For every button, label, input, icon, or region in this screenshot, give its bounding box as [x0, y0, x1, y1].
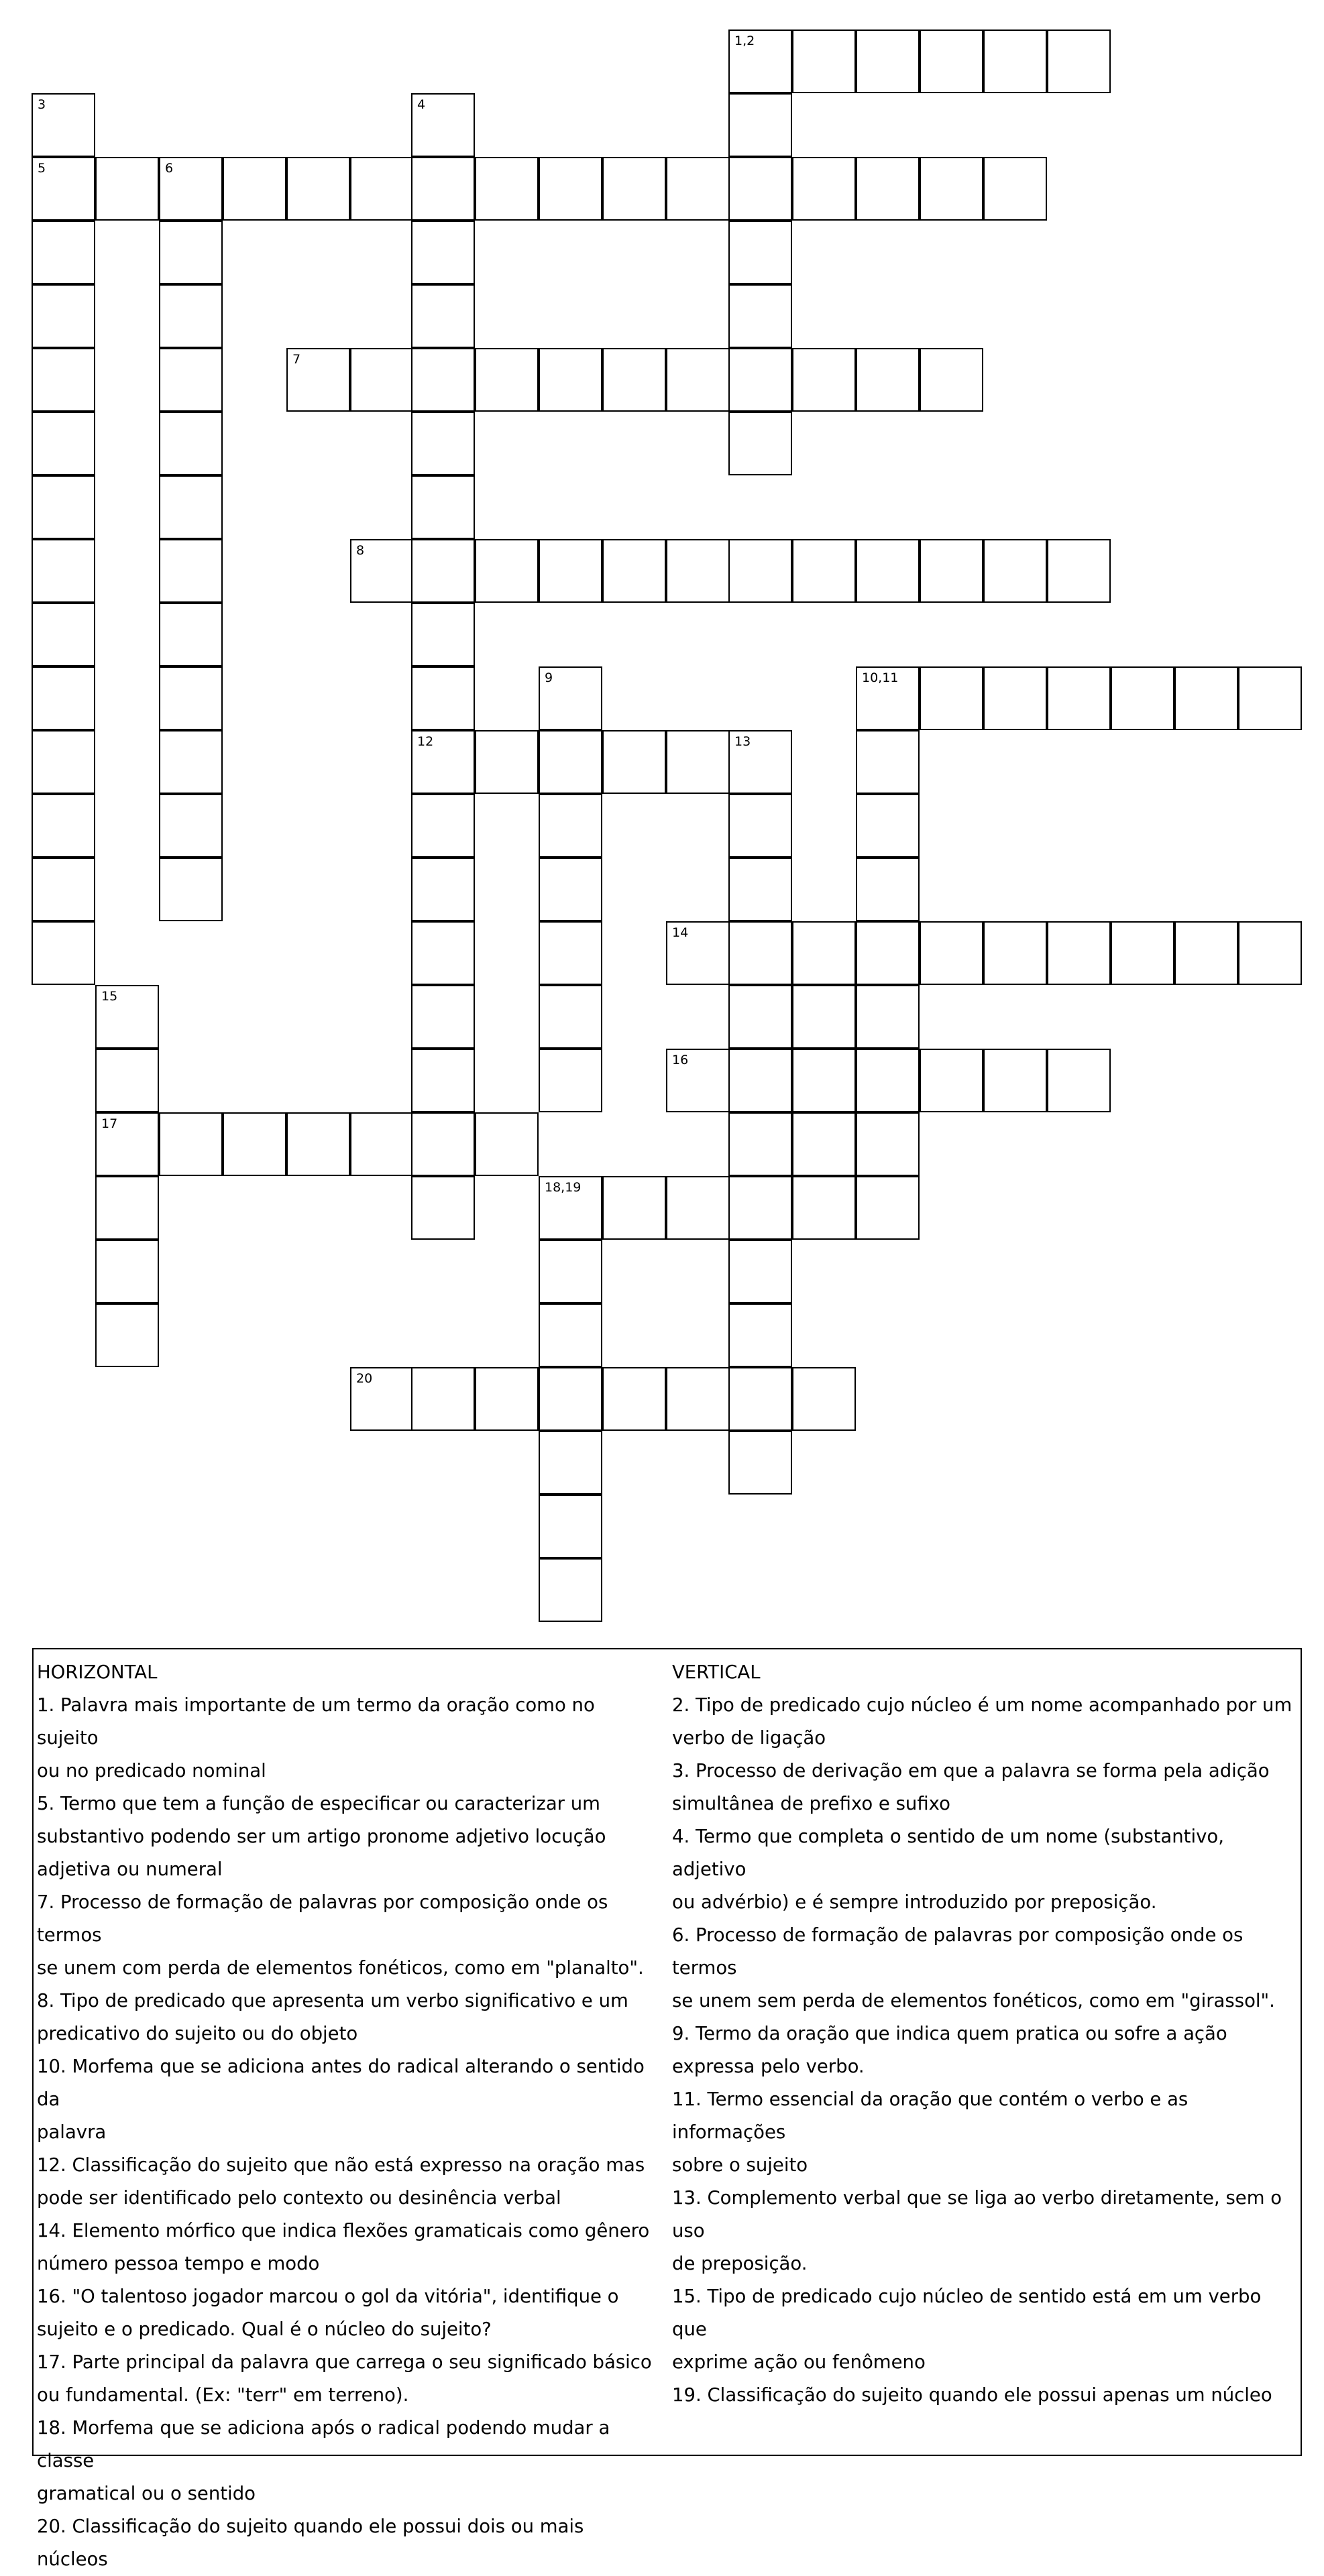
horizontal-title: HORIZONTAL: [37, 1661, 158, 1683]
clue-line: sujeito e o predicado. Qual é o núcleo do sujeito?: [37, 2319, 492, 2340]
clue-line: 8. Tipo de predicado que apresenta um verbo significativo e um: [37, 1990, 628, 2011]
crossword-cell[interactable]: [223, 1112, 286, 1176]
crossword-cell[interactable]: [1047, 539, 1111, 603]
crossword-cell[interactable]: [728, 412, 792, 475]
crossword-cell[interactable]: [1047, 666, 1111, 730]
crossword-cell[interactable]: [602, 348, 666, 412]
crossword-cell[interactable]: [1174, 666, 1238, 730]
crossword-cell[interactable]: [856, 30, 920, 93]
crossword-cell[interactable]: [602, 157, 666, 221]
crossword-cell[interactable]: [411, 603, 475, 666]
crossword-cell[interactable]: [159, 348, 223, 412]
crossword-cell[interactable]: [728, 30, 792, 93]
crossword-cell[interactable]: [475, 157, 539, 221]
clue-number: 18,19: [545, 1180, 582, 1195]
crossword-cell[interactable]: [666, 539, 730, 603]
clue-number: 4: [417, 97, 426, 112]
clue-line: simultânea de prefixo e sufixo: [672, 1793, 950, 1814]
clue-line: substantivo podendo ser um artigo pronome adjetivo locução: [37, 1826, 606, 1847]
crossword-cell[interactable]: [728, 730, 792, 794]
crossword-cell[interactable]: [1047, 1049, 1111, 1112]
crossword-cell[interactable]: [666, 730, 730, 794]
clue-line: verbo de ligação: [672, 1727, 826, 1749]
vertical-title: VERTICAL: [672, 1661, 761, 1683]
clue-number: 15: [101, 989, 118, 1004]
crossword-cell[interactable]: [159, 794, 223, 858]
crossword-cell[interactable]: [159, 284, 223, 348]
crossword-cell[interactable]: [411, 858, 475, 921]
crossword-cell[interactable]: [1238, 921, 1302, 985]
crossword-cell[interactable]: [856, 985, 920, 1049]
crossword-cell[interactable]: [411, 539, 475, 603]
clue-line: 19. Classificação do sujeito quando ele possui apenas um núcleo: [672, 2384, 1272, 2406]
clue-line: 3. Processo de derivação em que a palavra se forma pela adição: [672, 1760, 1270, 1781]
clue-line: número pessoa tempo e modo: [37, 2253, 320, 2274]
crossword-cell[interactable]: [792, 1367, 856, 1431]
crossword-cell[interactable]: [666, 157, 730, 221]
clue-line: 14. Elemento mórfico que indica flexões gramaticais como gênero: [37, 2220, 650, 2241]
crossword-cell[interactable]: [32, 603, 95, 666]
crossword-cell[interactable]: [32, 93, 95, 157]
crossword-cell[interactable]: [95, 1112, 159, 1176]
crossword-cell[interactable]: [920, 921, 983, 985]
crossword-cell[interactable]: [286, 348, 350, 412]
crossword-cell[interactable]: [920, 1049, 983, 1112]
clue-line: ou advérbio) e é sempre introduzido por preposição.: [672, 1891, 1157, 1913]
clue-line: adjetiva ou numeral: [37, 1859, 223, 1880]
crossword-cell[interactable]: [983, 1049, 1047, 1112]
crossword-cell[interactable]: [350, 1112, 414, 1176]
crossword-cell[interactable]: [666, 1367, 730, 1431]
crossword-cell[interactable]: [728, 1176, 792, 1240]
clue-line: pode ser identificado pelo contexto ou desinência verbal: [37, 2187, 561, 2209]
crossword-cell[interactable]: [32, 539, 95, 603]
crossword-cell[interactable]: [920, 157, 983, 221]
clue-line: 2. Tipo de predicado cujo núcleo é um nome acompanhado por um: [672, 1694, 1292, 1716]
clue-number: 1,2: [734, 34, 755, 48]
crossword-cell[interactable]: [666, 1049, 730, 1112]
clue-number: 6: [165, 161, 174, 176]
crossword-cell[interactable]: [1174, 921, 1238, 985]
crossword-cell[interactable]: [856, 348, 920, 412]
crossword-cell[interactable]: [920, 30, 983, 93]
crossword-cell[interactable]: [350, 539, 414, 603]
clue-line: de preposição.: [672, 2253, 808, 2274]
clue-number: 20: [356, 1371, 373, 1386]
crossword-cell[interactable]: [539, 730, 602, 794]
crossword-cell[interactable]: [666, 348, 730, 412]
crossword-cell[interactable]: [1111, 666, 1174, 730]
crossword-cell[interactable]: [539, 1558, 602, 1622]
crossword-cell[interactable]: [666, 921, 730, 985]
crossword-cell[interactable]: [602, 539, 666, 603]
crossword-cell[interactable]: [539, 348, 602, 412]
crossword-cell[interactable]: [539, 985, 602, 1049]
crossword-cell[interactable]: [856, 539, 920, 603]
clue-number: 3: [38, 97, 46, 112]
crossword-cell[interactable]: [983, 157, 1047, 221]
clue-line: 1. Palavra mais importante de um termo da oração como no sujeito: [37, 1694, 595, 1749]
crossword-cell[interactable]: [728, 1112, 792, 1176]
clue-line: sobre o sujeito: [672, 2154, 808, 2176]
crossword-cell[interactable]: [728, 157, 792, 221]
crossword-cell[interactable]: [856, 157, 920, 221]
crossword-cell[interactable]: [728, 794, 792, 858]
clue-line: predicativo do sujeito ou do objeto: [37, 2023, 358, 2044]
clue-line: 13. Complemento verbal que se liga ao verbo diretamente, sem o uso: [672, 2187, 1282, 2241]
crossword-cell[interactable]: [539, 858, 602, 921]
crossword-cell[interactable]: [728, 1303, 792, 1367]
crossword-cell[interactable]: [95, 1240, 159, 1303]
crossword-cell[interactable]: [411, 475, 475, 539]
crossword-cell[interactable]: [159, 730, 223, 794]
crossword-cell[interactable]: [539, 1176, 602, 1240]
clue-line: 5. Termo que tem a função de especificar ou caracterizar um: [37, 1793, 600, 1814]
crossword-cell[interactable]: [983, 539, 1047, 603]
crossword-cell[interactable]: [539, 539, 602, 603]
clue-line: se unem com perda de elementos fonéticos, como em "planalto".: [37, 1957, 644, 1979]
crossword-cell[interactable]: [411, 412, 475, 475]
clue-number: 5: [38, 161, 46, 176]
clue-line: se unem sem perda de elementos fonéticos, como em "girassol".: [672, 1990, 1275, 2011]
crossword-cell[interactable]: [32, 666, 95, 730]
crossword-cell[interactable]: [411, 985, 475, 1049]
crossword-cell[interactable]: [728, 284, 792, 348]
clue-line: exprime ação ou fenômeno: [672, 2351, 926, 2373]
crossword-cell[interactable]: [539, 1303, 602, 1367]
clue-line: 6. Processo de formação de palavras por composição onde os termos: [672, 1924, 1244, 1979]
crossword-cell[interactable]: [95, 1176, 159, 1240]
crossword-cell[interactable]: [411, 1049, 475, 1112]
crossword-cell[interactable]: [539, 157, 602, 221]
crossword-cell[interactable]: [728, 921, 792, 985]
crossword-cell[interactable]: [286, 1112, 350, 1176]
crossword-cell[interactable]: [602, 730, 666, 794]
crossword-cell[interactable]: [728, 93, 792, 157]
crossword-cell[interactable]: [728, 1049, 792, 1112]
crossword-cell[interactable]: [728, 1240, 792, 1303]
crossword-cell[interactable]: [159, 1112, 223, 1176]
crossword-cell[interactable]: [792, 1049, 856, 1112]
crossword-cell[interactable]: [728, 858, 792, 921]
crossword-cell[interactable]: [1047, 921, 1111, 985]
crossword-cell[interactable]: [728, 1367, 792, 1431]
crossword-cell[interactable]: [539, 1367, 602, 1431]
crossword-cell[interactable]: [475, 1367, 539, 1431]
crossword-cell[interactable]: [728, 985, 792, 1049]
crossword-cell[interactable]: [95, 985, 159, 1049]
clue-number: 7: [292, 352, 301, 367]
crossword-cell[interactable]: [411, 1367, 475, 1431]
crossword-cell[interactable]: [32, 794, 95, 858]
crossword-cell[interactable]: [95, 1303, 159, 1367]
clue-number: 14: [672, 925, 689, 940]
crossword-cell[interactable]: [159, 603, 223, 666]
crossword-cell[interactable]: [159, 221, 223, 284]
crossword-cell[interactable]: [539, 1240, 602, 1303]
crossword-cell[interactable]: [32, 921, 95, 985]
clue-line: 11. Termo essencial da oração que contém o verbo e as informações: [672, 2089, 1189, 2143]
crossword-cell[interactable]: [475, 730, 539, 794]
crossword-cell[interactable]: [411, 348, 475, 412]
crossword-cell[interactable]: [159, 412, 223, 475]
crossword-cell[interactable]: [539, 666, 602, 730]
crossword-cell[interactable]: [856, 921, 920, 985]
crossword-cell[interactable]: [728, 348, 792, 412]
crossword-cell[interactable]: [920, 348, 983, 412]
clue-line: gramatical ou o sentido: [37, 2483, 256, 2504]
crossword-cell[interactable]: [411, 1176, 475, 1240]
crossword-cell[interactable]: [1111, 921, 1174, 985]
crossword-cell[interactable]: [983, 921, 1047, 985]
crossword-cell[interactable]: [539, 794, 602, 858]
clue-number: 16: [672, 1053, 689, 1067]
crossword-cell[interactable]: [95, 1049, 159, 1112]
crossword-cell[interactable]: [32, 412, 95, 475]
crossword-cell[interactable]: [95, 157, 159, 221]
crossword-cell[interactable]: [920, 666, 983, 730]
clues-box: [32, 1648, 1302, 2570]
clue-number: 8: [356, 543, 365, 558]
crossword-cell[interactable]: [32, 157, 95, 221]
crossword-cell[interactable]: [159, 539, 223, 603]
crossword-cell[interactable]: [32, 221, 95, 284]
crossword-cell[interactable]: [223, 157, 286, 221]
crossword-cell[interactable]: [920, 539, 983, 603]
clue-line: expressa pelo verbo.: [672, 2056, 865, 2077]
crossword-cell[interactable]: [411, 921, 475, 985]
crossword-cell[interactable]: [475, 348, 539, 412]
clue-line: 15. Tipo de predicado cujo núcleo de sentido está em um verbo que: [672, 2286, 1262, 2340]
crossword-cell[interactable]: [159, 157, 223, 221]
crossword-cell[interactable]: [792, 157, 856, 221]
crossword-cell[interactable]: [856, 1112, 920, 1176]
crossword-cell[interactable]: [539, 921, 602, 985]
crossword-cell[interactable]: [666, 1176, 730, 1240]
crossword-cell[interactable]: [32, 730, 95, 794]
clue-line: 4. Termo que completa o sentido de um nome (substantivo, adjetivo: [672, 1826, 1224, 1880]
clue-line: palavra: [37, 2121, 107, 2143]
clue-number: 9: [545, 670, 553, 685]
crossword-cell[interactable]: [32, 284, 95, 348]
clue-line: 17. Parte principal da palavra que carrega o seu significado básico: [37, 2351, 652, 2373]
crossword-cell[interactable]: [539, 1431, 602, 1495]
crossword-cell[interactable]: [32, 348, 95, 412]
crossword-cell[interactable]: [983, 666, 1047, 730]
clue-line: ou fundamental. (Ex: "terr" em terreno).: [37, 2384, 409, 2406]
crossword-cell[interactable]: [539, 1049, 602, 1112]
clue-line: 20. Classificação do sujeito quando ele possui dois ou mais núcleos: [37, 2516, 584, 2570]
crossword-cell[interactable]: [411, 284, 475, 348]
crossword-cell[interactable]: [792, 985, 856, 1049]
clue-line: 10. Morfema que se adiciona antes do radical alterando o sentido da: [37, 2056, 645, 2110]
crossword-cell[interactable]: [32, 475, 95, 539]
vertical-clues: [672, 1656, 1292, 2412]
crossword-cell[interactable]: [286, 157, 350, 221]
clue-number: 12: [417, 734, 434, 749]
crossword-cell[interactable]: [856, 730, 920, 794]
crossword-cell[interactable]: [411, 1112, 475, 1176]
crossword-cell[interactable]: [602, 1176, 666, 1240]
crossword-cell[interactable]: [792, 1176, 856, 1240]
crossword-cell[interactable]: [1238, 666, 1302, 730]
crossword-cell[interactable]: [411, 794, 475, 858]
crossword-cell[interactable]: [792, 30, 856, 93]
crossword-cell[interactable]: [856, 1049, 920, 1112]
crossword-cell[interactable]: [411, 730, 475, 794]
crossword-cell[interactable]: [350, 157, 414, 221]
crossword-cell[interactable]: [856, 794, 920, 858]
crossword-cell[interactable]: [159, 666, 223, 730]
crossword-cell[interactable]: [728, 1431, 792, 1495]
crossword-cell[interactable]: [350, 348, 414, 412]
crossword-cell[interactable]: [983, 30, 1047, 93]
crossword-cell[interactable]: [1047, 30, 1111, 93]
clue-number: 17: [101, 1116, 118, 1131]
clue-number: 10,11: [862, 670, 899, 685]
crossword-cell[interactable]: [475, 1112, 539, 1176]
crossword-cell[interactable]: [792, 1112, 856, 1176]
crossword-cell[interactable]: [856, 858, 920, 921]
clue-line: 12. Classificação do sujeito que não está expresso na oração mas: [37, 2154, 645, 2176]
crossword-cell[interactable]: [411, 666, 475, 730]
clue-line: 7. Processo de formação de palavras por composição onde os termos: [37, 1891, 608, 1946]
crossword-cell[interactable]: [792, 539, 856, 603]
crossword-cell[interactable]: [32, 858, 95, 921]
crossword-cell[interactable]: [728, 539, 792, 603]
clue-line: 16. "O talentoso jogador marcou o gol da vitória", identifique o: [37, 2286, 619, 2307]
crossword-cell[interactable]: [602, 1367, 666, 1431]
crossword-cell[interactable]: [792, 921, 856, 985]
crossword-cell[interactable]: [856, 1176, 920, 1240]
crossword-cell[interactable]: [159, 858, 223, 921]
crossword-cell[interactable]: [350, 1367, 414, 1431]
clue-line: 18. Morfema que se adiciona após o radical podendo mudar a classe: [37, 2417, 610, 2471]
clue-number: 13: [734, 734, 751, 749]
clue-line: 9. Termo da oração que indica quem pratica ou sofre a ação: [672, 2023, 1227, 2044]
clue-line: ou no predicado nominal: [37, 1760, 266, 1781]
crossword-cell[interactable]: [475, 539, 539, 603]
crossword-cell[interactable]: [411, 157, 475, 221]
crossword-cell[interactable]: [539, 1495, 602, 1558]
crossword-cell[interactable]: [159, 475, 223, 539]
crossword-cell[interactable]: [411, 221, 475, 284]
crossword-cell[interactable]: [792, 348, 856, 412]
crossword-cell[interactable]: [856, 666, 920, 730]
crossword-cell[interactable]: [728, 221, 792, 284]
crossword-cell[interactable]: [411, 93, 475, 157]
horizontal-clues: [37, 1656, 657, 2576]
